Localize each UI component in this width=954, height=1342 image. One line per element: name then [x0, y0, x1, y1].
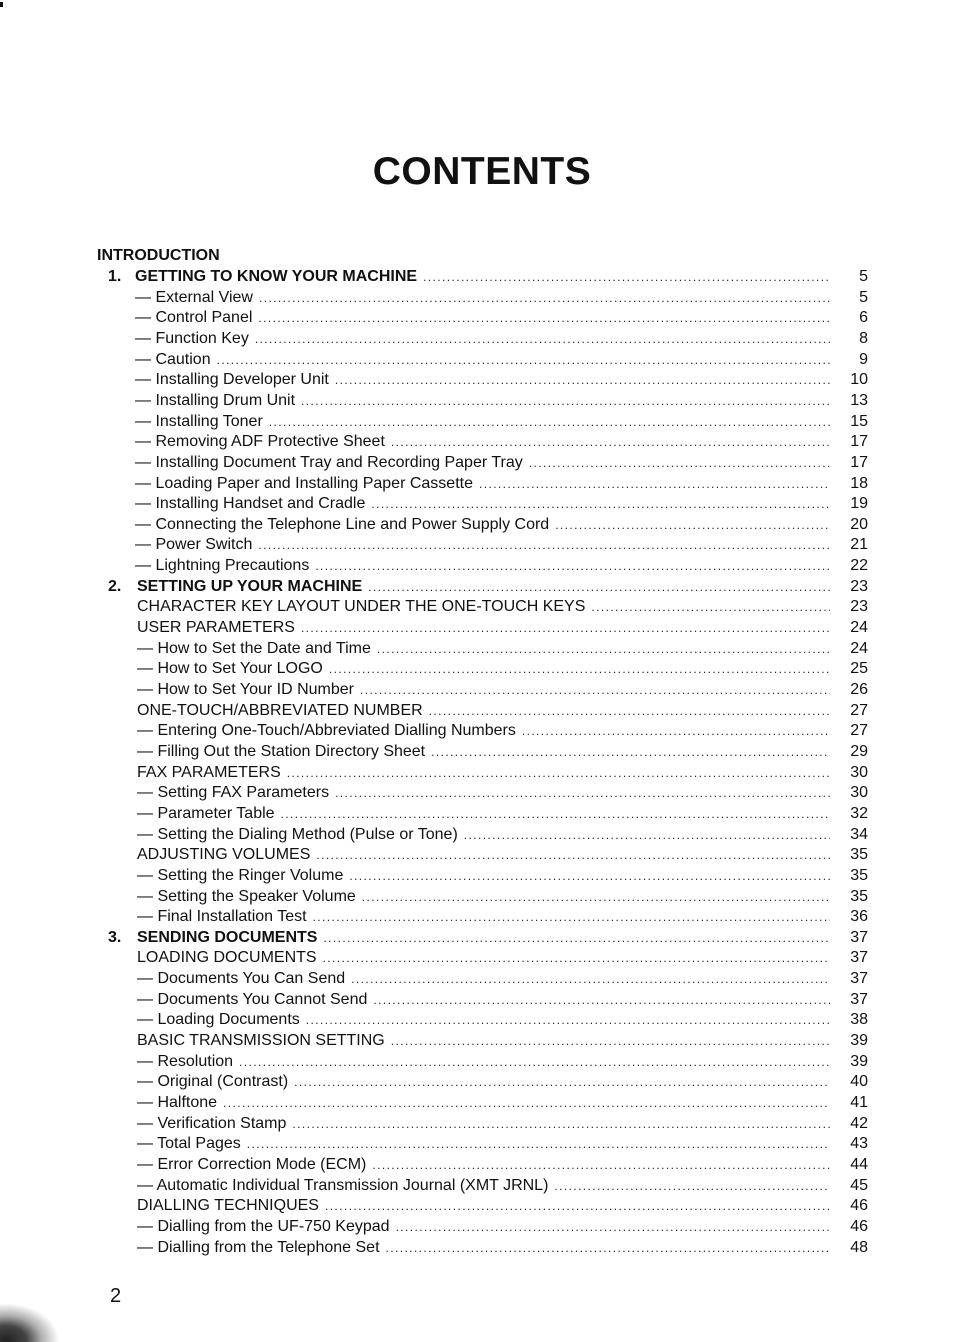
toc-entry-line	[137, 618, 830, 638]
dot-leader	[377, 639, 830, 659]
toc-entry-title: BASIC TRANSMISSION SETTING	[137, 1032, 385, 1050]
dot-leader	[529, 453, 830, 473]
toc-entry-number: 3.	[108, 928, 122, 946]
toc-entry-line	[137, 907, 830, 927]
toc-entry	[0, 515, 954, 535]
toc-entry-line	[137, 1114, 830, 1134]
toc-entry-page: 42	[850, 1114, 868, 1132]
toc-entry-page: 36	[850, 908, 868, 926]
toc-entry	[0, 370, 954, 390]
toc-entry-page: 41	[850, 1094, 868, 1111]
toc-entry-title: — External View	[135, 288, 253, 306]
dot-leader	[362, 887, 830, 907]
toc-entry-title: — Setting the Ringer Volume	[137, 866, 344, 884]
toc-entry-title: — Documents You Can Send	[137, 970, 346, 988]
toc-entry-title: ONE-TOUCH/ABBREVIATED NUMBER	[137, 701, 423, 719]
toc-entry	[0, 1196, 954, 1216]
toc-entry-title: — Function Key	[135, 329, 249, 347]
toc-entry-page: 10	[850, 371, 868, 389]
toc-entry-page: 39	[850, 1052, 868, 1070]
dot-leader	[522, 721, 830, 741]
toc-entry-page: 5	[859, 288, 868, 306]
toc-entry-page: 32	[850, 804, 868, 822]
dot-leader	[479, 474, 830, 494]
toc-entry	[0, 721, 954, 741]
toc-entry-title: — Installing Handset and Cradle	[135, 495, 366, 513]
toc-entry	[0, 680, 954, 700]
toc-entry	[0, 763, 954, 783]
toc-entry-title: — Dialling from the Telephone Set	[137, 1238, 380, 1256]
toc-entry-title: — How to Set Your LOGO	[137, 660, 323, 678]
toc-entry-title: — Installing Drum Unit	[135, 391, 296, 409]
toc-entry-title: — Total Pages	[137, 1135, 241, 1153]
toc-entry-title: — How to Set Your ID Number	[137, 681, 354, 698]
dot-leader	[371, 494, 830, 514]
toc-entry-line	[137, 639, 830, 659]
dot-leader	[306, 1010, 830, 1030]
toc-entry-line	[137, 866, 830, 886]
toc-entry	[0, 742, 954, 762]
toc-entry-page: 44	[850, 1155, 868, 1173]
dot-leader	[555, 515, 830, 535]
toc-entry	[0, 825, 954, 845]
toc-entry	[0, 783, 954, 803]
toc-entry	[0, 907, 954, 927]
dot-leader	[429, 701, 830, 721]
dot-leader	[329, 659, 830, 679]
toc-entry	[0, 701, 954, 721]
dot-leader	[391, 1031, 830, 1051]
toc-entry-page: 43	[850, 1135, 868, 1153]
toc-entry-line	[137, 1052, 830, 1072]
toc-entry-page: 37	[850, 970, 868, 988]
toc-entry-line	[135, 474, 830, 494]
toc-entry-page: 23	[850, 598, 868, 616]
dot-leader	[372, 1155, 830, 1175]
toc-entry-page: 6	[859, 309, 868, 327]
toc-entry-title: — Automatic Individual Transmission Journal (XMT JRNL)	[137, 1176, 549, 1194]
dot-leader	[247, 1134, 830, 1154]
toc-entry-line	[135, 267, 830, 287]
toc-entry-line	[137, 1196, 830, 1216]
toc-entry-line	[135, 412, 830, 432]
toc-entry-page: 8	[859, 329, 868, 347]
toc-entry-line	[137, 1238, 830, 1258]
toc-entry-page: 40	[850, 1073, 868, 1091]
toc-entry-page: 19	[850, 495, 868, 513]
toc-entry-page: 37	[850, 949, 868, 967]
toc-entry	[0, 535, 954, 555]
dot-leader	[281, 804, 830, 824]
toc-entry-title: — Caution	[135, 350, 211, 368]
dot-leader	[301, 391, 830, 411]
dot-leader	[315, 556, 830, 576]
dot-leader	[258, 535, 830, 555]
toc-entry-title: — Documents You Cannot Send	[137, 990, 368, 1008]
toc-entry-title: — Power Switch	[135, 536, 253, 554]
toc-entry-page: 17	[850, 433, 868, 451]
toc-entry-line	[137, 1217, 830, 1237]
toc-entry	[0, 1176, 954, 1196]
toc-entry-line	[137, 577, 830, 597]
toc-entry-line	[137, 804, 830, 824]
toc-entry	[0, 267, 954, 287]
toc-entry-line	[135, 432, 830, 452]
toc-entry-line	[137, 1155, 830, 1175]
toc-entry-page: 24	[850, 639, 868, 657]
toc-entry-line	[137, 659, 830, 679]
toc-entry-page: 17	[850, 453, 868, 471]
toc-entry-line	[137, 887, 830, 907]
dot-leader	[258, 308, 830, 328]
toc-entry-line	[135, 308, 830, 328]
dot-leader	[292, 1114, 830, 1134]
dot-leader	[217, 350, 830, 370]
dot-leader	[259, 288, 830, 308]
toc-entry-title: — Control Panel	[135, 309, 253, 327]
section-heading-introduction: INTRODUCTION	[97, 247, 220, 264]
toc-entry-page: 46	[850, 1197, 868, 1215]
toc-entry-line	[135, 494, 830, 514]
toc-entry-page: 5	[859, 268, 868, 285]
toc-entry	[0, 948, 954, 968]
dot-leader	[335, 370, 830, 390]
toc-entry	[0, 412, 954, 432]
toc-entry-title: ADJUSTING VOLUMES	[137, 846, 311, 864]
toc-entry-title: — Installing Document Tray and Recording Paper Tray	[135, 453, 523, 471]
toc-entry-page: 35	[850, 846, 868, 864]
toc-entry-line	[137, 701, 830, 721]
toc-entry-title: — Lightning Precautions	[135, 557, 310, 575]
toc-entry-line	[135, 370, 830, 390]
dot-leader	[464, 825, 830, 845]
toc-entry-page: 46	[850, 1217, 868, 1235]
toc-entry	[0, 1093, 954, 1113]
toc-entry-line	[137, 1072, 830, 1092]
toc-entry-page: 25	[850, 660, 868, 678]
dot-leader	[287, 763, 830, 783]
toc-entry-title: — Original (Contrast)	[137, 1073, 289, 1091]
toc-entry-title: DIALLING TECHNIQUES	[137, 1197, 319, 1215]
toc-entry-line	[135, 535, 830, 555]
toc-entry-line	[137, 742, 830, 762]
toc-entry-page: 23	[850, 577, 868, 595]
toc-entry-page: 37	[850, 990, 868, 1008]
toc-entry-title: — Setting the Dialing Method (Pulse or Tone)	[137, 825, 458, 843]
dot-leader	[323, 948, 830, 968]
toc-entry-page: 26	[850, 681, 868, 698]
toc-entry	[0, 453, 954, 473]
toc-entry-page: 34	[850, 825, 868, 843]
toc-entry-title: — Setting the Speaker Volume	[137, 887, 356, 905]
dot-leader	[269, 412, 830, 432]
toc-entry-line	[135, 453, 830, 473]
toc-entry-title: — Error Correction Mode (ECM)	[137, 1155, 367, 1173]
toc-entry	[0, 969, 954, 989]
dot-leader	[255, 329, 830, 349]
dot-leader	[325, 1196, 830, 1216]
toc-entry	[0, 1217, 954, 1237]
toc-entry	[0, 1052, 954, 1072]
dot-leader	[239, 1052, 830, 1072]
dot-leader	[431, 742, 830, 762]
dot-leader	[351, 969, 830, 989]
toc-entry-page: 15	[850, 412, 868, 430]
dot-leader	[316, 845, 830, 865]
toc-entry-page: 13	[850, 391, 868, 409]
toc-entry-page: 24	[850, 619, 868, 637]
toc-entry-page: 27	[850, 722, 868, 740]
toc-entry-line	[137, 1010, 830, 1030]
toc-entry-page: 38	[850, 1011, 868, 1029]
dot-leader	[373, 990, 830, 1010]
toc-entry-line	[135, 556, 830, 576]
toc-entry-line	[137, 1093, 830, 1113]
toc-entry-title: — Loading Paper and Installing Paper Cassette	[135, 474, 473, 492]
toc-entry-line	[137, 1031, 830, 1051]
toc-entry-line	[137, 825, 830, 845]
toc-entry-title: USER PARAMETERS	[137, 619, 295, 637]
toc-entry-title: FAX PARAMETERS	[137, 763, 281, 781]
toc-entry	[0, 1114, 954, 1134]
toc-entry	[0, 887, 954, 907]
toc-entry-line	[135, 350, 830, 370]
dot-leader	[386, 1238, 830, 1258]
toc-entry	[0, 391, 954, 411]
toc-entry	[0, 1134, 954, 1154]
toc-entry	[0, 350, 954, 370]
toc-entry-title: — Filling Out the Station Directory Sheet	[137, 742, 426, 760]
toc-entry-line	[135, 391, 830, 411]
dot-leader	[294, 1072, 830, 1092]
toc-entry-page: 45	[850, 1176, 868, 1194]
dot-leader	[323, 928, 830, 948]
toc-entry-number: 2.	[108, 577, 122, 595]
scan-smudge	[0, 1304, 58, 1342]
toc-entry	[0, 866, 954, 886]
toc-entry-title: SETTING UP YOUR MACHINE	[137, 577, 363, 595]
toc-entry-line	[137, 928, 830, 948]
toc-entry-line	[135, 288, 830, 308]
toc-entry-title: — Resolution	[137, 1052, 234, 1070]
toc-entry-line	[137, 1134, 830, 1154]
toc-entry	[0, 494, 954, 514]
toc-entry-page: 35	[850, 887, 868, 905]
toc-entry-title: — Parameter Table	[137, 804, 275, 822]
toc-entry	[0, 474, 954, 494]
toc-entry-title: SENDING DOCUMENTS	[137, 928, 318, 946]
toc-entry-title: — Installing Developer Unit	[135, 371, 329, 389]
toc-entry-title: — Removing ADF Protective Sheet	[135, 433, 385, 451]
dot-leader	[223, 1093, 830, 1113]
dot-leader	[396, 1217, 830, 1237]
toc-entry-page: 21	[850, 536, 868, 554]
toc-entry	[0, 618, 954, 638]
toc-entry-page: 39	[850, 1032, 868, 1050]
toc-entry-page: 30	[850, 763, 868, 781]
toc-entry	[0, 432, 954, 452]
toc-entry-number: 1.	[108, 268, 122, 285]
page-title: CONTENTS	[372, 150, 592, 193]
toc-entry-title: — Halftone	[137, 1094, 218, 1111]
toc-entry	[0, 556, 954, 576]
toc-entry	[0, 577, 954, 597]
toc-entry-page: 27	[850, 701, 868, 719]
dot-leader	[313, 907, 830, 927]
toc-entry-line	[137, 721, 830, 741]
dot-leader	[349, 866, 830, 886]
toc-entry-line	[135, 515, 830, 535]
toc-entry-page: 35	[850, 866, 868, 884]
toc-entry-line	[137, 845, 830, 865]
toc-entry-page: 20	[850, 515, 868, 533]
toc-entry	[0, 1155, 954, 1175]
toc-entry	[0, 990, 954, 1010]
toc-entry	[0, 928, 954, 948]
toc-entry-line	[137, 680, 830, 700]
toc-entry-title: — Setting FAX Parameters	[137, 784, 330, 802]
toc-entry	[0, 1031, 954, 1051]
scan-mark	[0, 2, 3, 7]
toc-entry-title: — Entering One-Touch/Abbreviated Dialling Numbers	[137, 722, 516, 740]
toc-entry-title: — Verification Stamp	[137, 1114, 287, 1132]
toc-entry-page: 9	[859, 350, 868, 368]
toc-entry-line	[135, 329, 830, 349]
toc-entry	[0, 804, 954, 824]
dot-leader	[554, 1176, 830, 1196]
toc-entry-line	[137, 763, 830, 783]
toc-entry-line	[137, 783, 830, 803]
toc-entry-page: 37	[850, 928, 868, 946]
toc-entry	[0, 1238, 954, 1258]
toc-entry-title: LOADING DOCUMENTS	[137, 949, 317, 967]
toc-entry-title: — Final Installation Test	[137, 908, 307, 926]
dot-leader	[391, 432, 830, 452]
toc-entry-line	[137, 969, 830, 989]
toc-entry-page: 18	[850, 474, 868, 492]
toc-entry	[0, 308, 954, 328]
dot-leader	[335, 783, 830, 803]
dot-leader	[368, 577, 830, 597]
toc-entry	[0, 639, 954, 659]
dot-leader	[423, 267, 830, 287]
toc-entry-title: — Loading Documents	[137, 1011, 300, 1029]
toc-entry-title: — How to Set the Date and Time	[137, 639, 371, 657]
page-number: 2	[110, 1285, 122, 1307]
toc-entry	[0, 659, 954, 679]
toc-entry-page: 30	[850, 784, 868, 802]
toc-entry	[0, 288, 954, 308]
toc-entry-title: GETTING TO KNOW YOUR MACHINE	[135, 268, 418, 285]
toc-entry-title: — Installing Toner	[135, 412, 263, 430]
toc-entry-page: 29	[850, 742, 868, 760]
toc-entry	[0, 845, 954, 865]
toc-entry-line	[137, 948, 830, 968]
dot-leader	[360, 680, 830, 700]
toc-entry-line	[137, 990, 830, 1010]
toc-entry-title: — Dialling from the UF-750 Keypad	[137, 1217, 390, 1235]
toc-entry-line	[137, 1176, 830, 1196]
toc-entry	[0, 1010, 954, 1030]
toc-entry-title: — Connecting the Telephone Line and Power Supply Cord	[135, 515, 550, 533]
dot-leader	[301, 618, 830, 638]
toc-entry-page: 22	[850, 557, 868, 575]
dot-leader	[591, 597, 830, 617]
toc-entry-line	[137, 597, 830, 617]
toc-entry	[0, 597, 954, 617]
toc-entry	[0, 1072, 954, 1092]
toc-entry	[0, 329, 954, 349]
toc-entry-page: 48	[850, 1238, 868, 1256]
toc-entry-title: CHARACTER KEY LAYOUT UNDER THE ONE-TOUCH KEYS	[137, 598, 586, 616]
